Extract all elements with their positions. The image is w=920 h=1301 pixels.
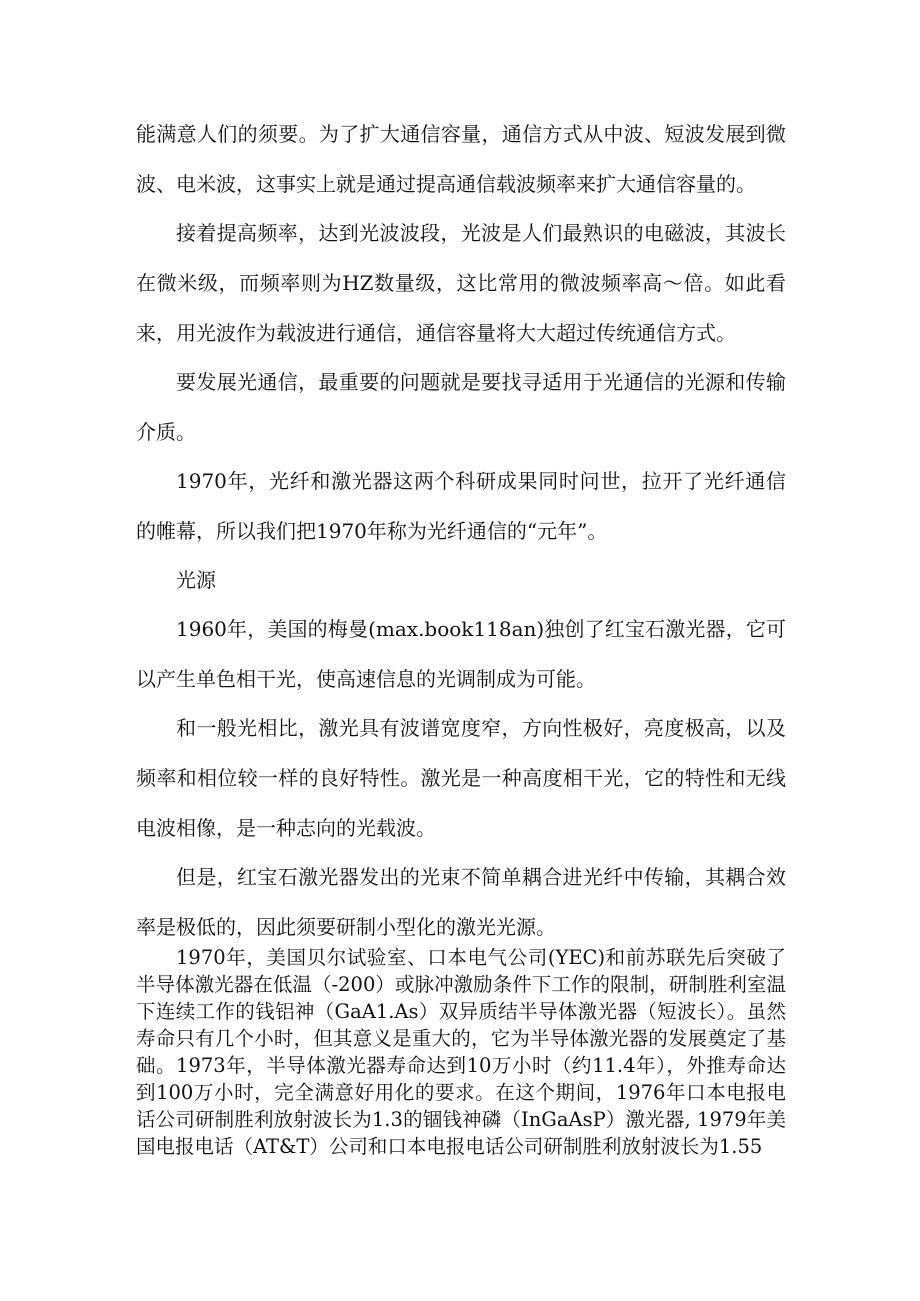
paragraph-4: 1970年，光纤和激光器这两个科研成果同时问世，拉开了光纤通信的帷幕，所以我们把1970年称为光纤通信的“元年”。 <box>136 469 786 543</box>
paragraph-5: 1960年，美国的梅曼(max.book118an)独创了红宝石激光器，它可以产生单色相干光，使高速信息的光调制成为可能。 <box>136 617 786 691</box>
paragraph-3: 要发展光通信，最重要的问题就是要找寻适用于光通信的光源和传输介质。 <box>136 370 786 444</box>
paragraph-8: 1970年，美国贝尔试验室、口本电气公司(YEC)和前苏联先后突破了半导体激光器在低温（-200）或脉冲激励条件下工作的限制，研制胜利室温下连续工作的钱铝神（GaA1.As）双异质结半导体激光器（短波长）。虽然寿命只有几个小时，但其意义是重大的，它为半导体激光器的发展奠定了基础。1973年，半导体激光器寿命达到10万小时（约11.4年），外推寿命达到100万小时，完全满意好用化的要求。在这个期间，1976年口本电报电话公司研制胜利放射波长为1.3的锢钱神磷（InGaAsP）激光器, 1979年美国电报电话（AT&T）公司和口本电报电话公司研制胜利放射波长为1.55 <box>136 946 786 1158</box>
section-heading-light-source: 光源 <box>176 568 216 592</box>
paragraph-6: 和一般光相比，激光具有波谱宽度窄，方向性极好，亮度极高，以及频率和相位较一样的良好特性。激光是一种高度相干光，它的特性和无线电波相像，是一种志向的光载波。 <box>136 716 786 840</box>
paragraph-2: 接着提高频率，达到光波波段，光波是人们最熟识的电磁波，其波长在微米级，而频率则为HZ数量级，这比常用的微波频率高～倍。如此看来，用光波作为载波进行通信，通信容量将大大超过传统通信方式。 <box>136 221 786 345</box>
paragraph-1: 能满意人们的须要。为了扩大通信容量，通信方式从中波、短波发展到微波、电米波，这事实上就是通过提高通信载波频率来扩大通信容量的。 <box>136 122 786 196</box>
paragraph-7: 但是，红宝石激光器发出的光束不简单耦合进光纤中传输，其耦合效率是极低的，因此须要研制小型化的激光光源。 <box>136 865 786 939</box>
